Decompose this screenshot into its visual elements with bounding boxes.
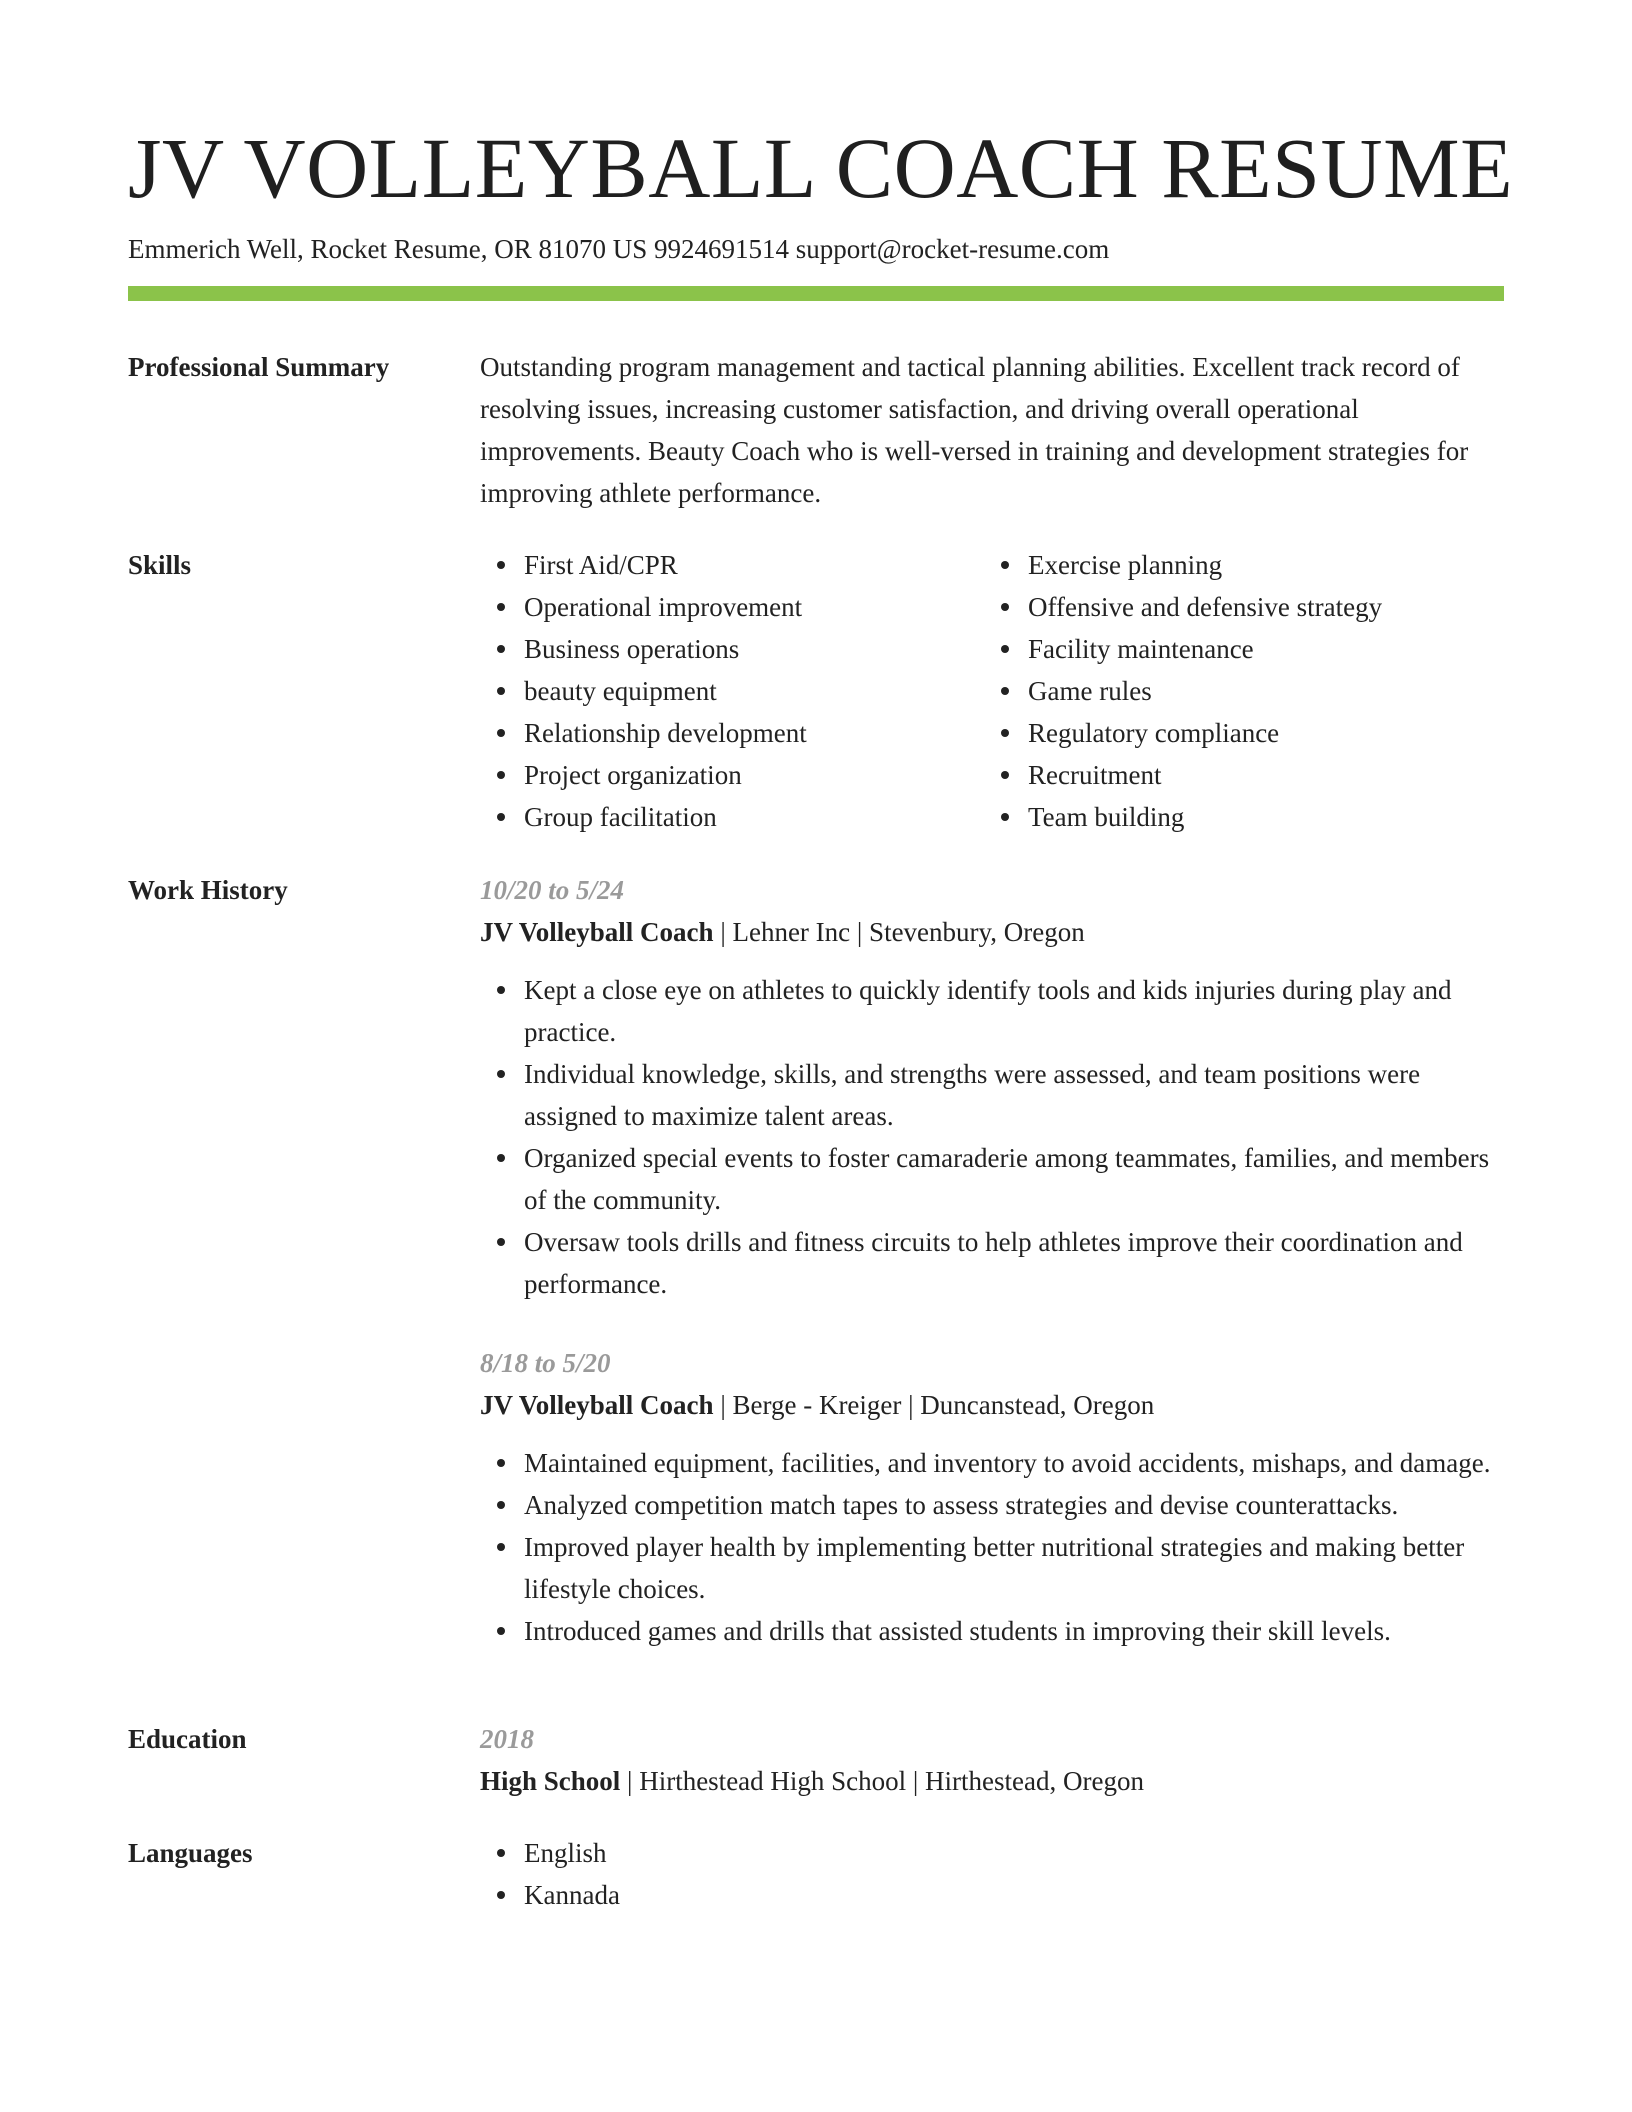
- section-label-languages: Languages: [128, 1838, 253, 1868]
- job-heading: [480, 911, 1504, 953]
- job-details: | Berge - Kreiger | Duncanstead, Oregon: [713, 1390, 1155, 1420]
- job-bullet: Improved player health by implementing better nutritional strategies and making better lifestyle choices.: [524, 1526, 1504, 1610]
- section-label-work-history: Work History: [128, 875, 288, 905]
- job-title: JV Volleyball Coach: [480, 917, 714, 947]
- summary-body: [480, 346, 1504, 514]
- job-bullets: [480, 1442, 1504, 1652]
- languages-body: [480, 1832, 1504, 1916]
- skill-item: Facility maintenance: [1028, 628, 1488, 670]
- skills-column-right: [984, 544, 1488, 838]
- skill-item: beauty equipment: [524, 670, 984, 712]
- job-bullet: Analyzed competition match tapes to assess strategies and devise counterattacks.: [524, 1484, 1504, 1526]
- job-entry: [480, 1342, 1504, 1652]
- skill-item: Game rules: [1028, 670, 1488, 712]
- languages-list: [480, 1832, 1504, 1916]
- education-body: [480, 1718, 1504, 1802]
- job-title: JV Volleyball Coach: [480, 1390, 714, 1420]
- job-heading: [480, 1384, 1504, 1426]
- section-label-summary: Professional Summary: [128, 352, 390, 382]
- education-details: | Hirthestead High School | Hirthestead, Oregon: [620, 1766, 1144, 1796]
- job-bullet: Oversaw tools drills and fitness circuits to help athletes improve their coordination and performance.: [524, 1221, 1504, 1305]
- contact-line: Emmerich Well, Rocket Resume, OR 81070 US 9924691514 support@rocket-resume.com: [128, 234, 1110, 264]
- skill-item: Team building: [1028, 796, 1488, 838]
- job-dates: 10/20 to 5/24: [480, 875, 625, 905]
- education-heading: [480, 1760, 1504, 1802]
- job-bullet: Individual knowledge, skills, and strengths were assessed, and team positions were assigned to maximize talent areas.: [524, 1053, 1504, 1137]
- section-label-skills: Skills: [128, 550, 192, 580]
- header-divider: [128, 286, 1504, 301]
- job-bullets: [480, 969, 1504, 1305]
- skill-item: Recruitment: [1028, 754, 1488, 796]
- job-entry: [480, 869, 1504, 1305]
- language-item: Kannada: [524, 1874, 1504, 1916]
- job-dates: 8/18 to 5/20: [480, 1348, 611, 1378]
- summary-text: Outstanding program management and tactical planning abilities. Excellent track record of resolving issues, increasing customer satisfaction, and driving overall operational improvements. Beauty Coach who is well-versed in training and development strategies for improving athlete performance.: [480, 352, 1469, 508]
- skill-item: First Aid/CPR: [524, 544, 984, 586]
- resume-title: JV VOLLEYBALL COACH RESUME: [128, 120, 1514, 216]
- skill-item: Exercise planning: [1028, 544, 1488, 586]
- skills-column-left: [480, 544, 984, 838]
- skill-item: Operational improvement: [524, 586, 984, 628]
- language-item: English: [524, 1832, 1504, 1874]
- skills-list-right: [984, 544, 1488, 838]
- skill-item: Group facilitation: [524, 796, 984, 838]
- job-bullet: Maintained equipment, facilities, and inventory to avoid accidents, mishaps, and damage.: [524, 1442, 1504, 1484]
- job-bullet: Organized special events to foster camaraderie among teammates, families, and members of the community.: [524, 1137, 1504, 1221]
- skill-item: Business operations: [524, 628, 984, 670]
- education-degree: High School: [480, 1766, 621, 1796]
- job-bullet: Introduced games and drills that assisted students in improving their skill levels.: [524, 1610, 1504, 1652]
- education-year: 2018: [480, 1724, 534, 1754]
- skills-body: [480, 544, 1504, 838]
- section-label-education: Education: [128, 1724, 247, 1754]
- job-bullet: Kept a close eye on athletes to quickly identify tools and kids injuries during play and practice.: [524, 969, 1504, 1053]
- skill-item: Relationship development: [524, 712, 984, 754]
- skill-item: Project organization: [524, 754, 984, 796]
- skill-item: Regulatory compliance: [1028, 712, 1488, 754]
- skills-list-left: [480, 544, 984, 838]
- skill-item: Offensive and defensive strategy: [1028, 586, 1488, 628]
- job-details: | Lehner Inc | Stevenbury, Oregon: [713, 917, 1085, 947]
- work-history-body: [480, 869, 1504, 1652]
